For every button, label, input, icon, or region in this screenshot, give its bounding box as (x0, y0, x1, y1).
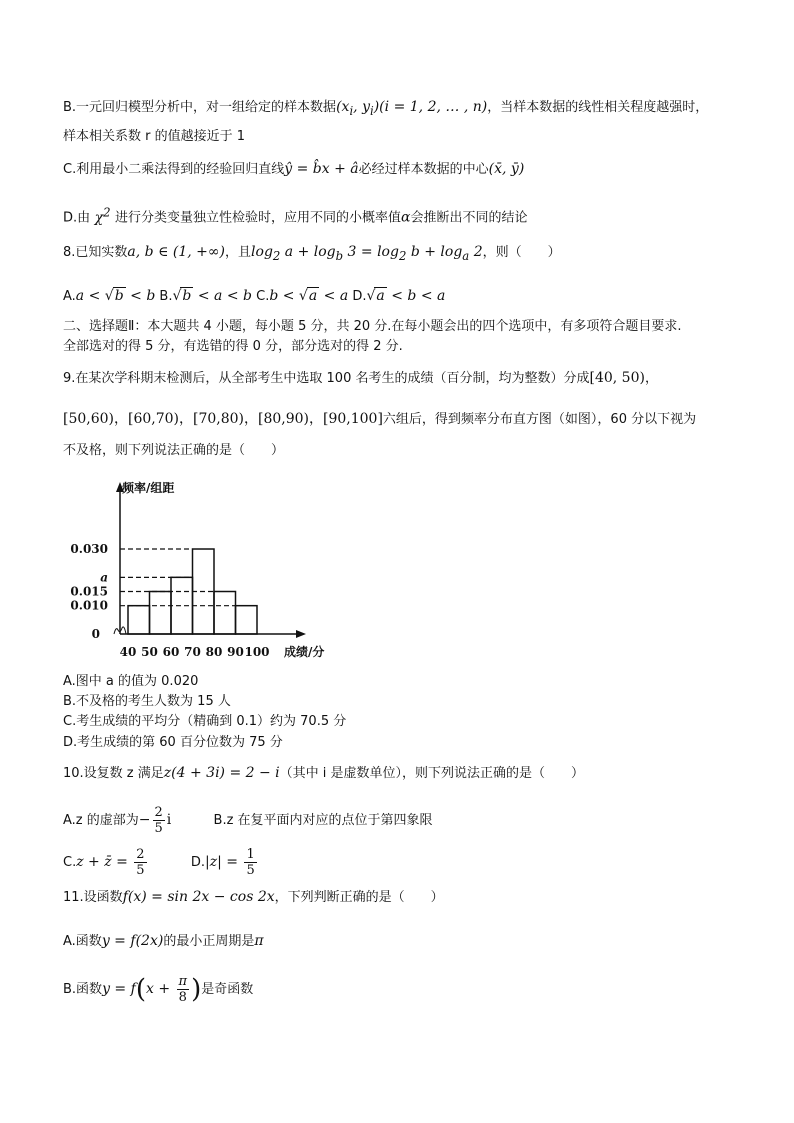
chi-square-symbol: $\chi^2$ (90, 205, 111, 226)
q10-option-a: A.z 的虚部为 (63, 813, 139, 828)
histogram-axes (114, 482, 306, 638)
q10-text-2: （其中 i 是虚数单位），则下列说法正确的是（ ） (279, 766, 585, 781)
x-tick-label: 60 (162, 645, 180, 659)
q9-intervals: [50,60)，[60,70)，[70,80)，[80,90)，[90,100] (63, 411, 383, 427)
x-tick-label: 70 (184, 645, 201, 659)
q8-text: 8.已知实数 (63, 245, 128, 260)
x-tick-label: 40 (119, 645, 137, 659)
x-tick-label: 90 (227, 645, 244, 659)
q9-interval-1: [40, 50) (589, 370, 645, 386)
y-axis-title: 频率/组距 (122, 481, 175, 495)
q7-option-c-text: C.利用最小二乘法得到的经验回归直线 (63, 162, 285, 177)
q9-option-a: A.图中 a 的值为 0.020 (63, 674, 199, 689)
q10-equation: z(4 + 3i) = 2 − i (163, 765, 280, 781)
q9-text-3: 不及格，则下列说法正确的是（ ） (63, 443, 285, 458)
q11-text-2: ，下列判断正确的是（ ） (274, 890, 444, 905)
q9-text-2: 六组后，得到频率分布直方图（如图），60 分以下视为 (382, 412, 697, 427)
q7-option-d-text-3: 会推断出不同的结论 (410, 210, 528, 226)
x-axis-arrow (296, 630, 306, 638)
histogram-bar (236, 606, 258, 634)
q7-option-b (63, 98, 708, 120)
q7-option-d (63, 203, 527, 228)
q11-option-a: A.函数y = f(2x)的最小正周期是π (63, 933, 264, 949)
fraction-2-5-c: $\frac{2}{5}$ (136, 847, 145, 878)
x-tick-label: 80 (205, 645, 223, 659)
q7-option-b-text: B.一元回归模型分析中，对一组给定的样本数据 (63, 100, 337, 115)
q8-text-3: ，则（ ） (482, 245, 561, 260)
q11-option-a-text: A.函数 (63, 934, 102, 949)
question-8 (63, 243, 561, 265)
histogram-bar (150, 592, 172, 634)
q7-center-formula: (x̄, ȳ) (488, 161, 525, 177)
q10-option-c: C. (63, 855, 77, 870)
q7-option-c (63, 160, 524, 179)
q7-option-d-text-2: 进行分类变量独立性检验时，应用不同的小概率值 (114, 210, 401, 226)
q10-text: 10.设复数 z 满足 (63, 766, 164, 781)
fraction-pi-8: $\frac{\pi}{8}$ (178, 974, 188, 1005)
q7-option-b-text-2: ，当样本数据的线性相关程度越强时， (487, 100, 709, 115)
question-9: 9.在某次学科期末检测后，从全部考生中选取 100 名考生的成绩（百分制，均为整数）分成[40, 50)， (63, 370, 658, 386)
q8-text-2: ，且 (225, 245, 252, 260)
q10-option-d: D. (190, 855, 205, 870)
histogram-bar (171, 577, 193, 634)
q11-option-b: B.函数y = f(x + $\frac{\pi}{8}$ )是奇函数 (63, 974, 254, 1005)
q9-option-c: C.考生成绩的平均分（精确到 0.1）约为 70.5 分 (63, 714, 347, 729)
q11-function: f(x) = sin 2x − cos 2x (122, 889, 275, 905)
q10-options-ab: A.z 的虚部为− $\frac{2}{5}$ i B.z 在复平面内对应的点位于第四象限 (63, 805, 433, 836)
q7-regression-formula: ŷ = b̂x + â (284, 161, 359, 177)
x-tick-label: 50 (141, 645, 158, 659)
y-tick-label: 0 (91, 627, 100, 641)
question-9-line2 (63, 410, 696, 429)
q8-log-equation: $\log_2 a + \log_b 3 = \log_2 b + \log_a 2$ (251, 244, 483, 263)
frequency-histogram (70, 476, 338, 666)
q10-options-cd: C.z + z̄ = $\frac{2}{5}$ D.|z| = $\frac{1}{5}$ (63, 847, 255, 878)
section-2-scoring: 全部选对的得 5 分，有选错的得 0 分，部分选对的得 2 分. (63, 339, 403, 354)
q7-sample-data-formula: ($x_i$, $y_i)(i = 1$, 2, … , n) (336, 99, 488, 118)
histogram-bar (128, 606, 150, 634)
x-tick-label: 100 (244, 645, 270, 659)
fraction-2-5: $\frac{2}{5}$ (154, 805, 163, 836)
y-tick-label: 0.015 (70, 584, 108, 599)
q11-text: 11.设函数 (63, 890, 123, 905)
alpha-symbol: α (400, 209, 411, 226)
q10-option-b: B.z 在复平面内对应的点位于第四象限 (213, 813, 433, 828)
section-2-heading: 二、选择题Ⅱ：本大题共 4 小题，每小题 5 分，共 20 分.在每小题会出的四个选项中，有多项符合题目要求. (63, 319, 682, 334)
q7-option-d-text: D.由 (63, 210, 91, 226)
q9-text: 9.在某次学科期末检测后，从全部考生中选取 100 名考生的成绩（百分制，均为整数）分成 (63, 371, 590, 386)
q11-option-b-text-2: 是奇函数 (201, 982, 254, 997)
y-tick-label: 0.030 (70, 542, 108, 557)
y-tick-label: a (100, 570, 108, 585)
question-11 (63, 888, 444, 907)
q11-option-a-text-2: 的最小正周期是 (163, 934, 255, 949)
fraction-1-5: $\frac{1}{5}$ (246, 847, 255, 878)
q8-domain-formula: a, b ∈ (1, +∞) (127, 244, 226, 260)
q7-option-b-line2: 样本相关系数 r 的值越接近于 1 (63, 129, 246, 144)
q9-option-d: D.考生成绩的第 60 百分位数为 75 分 (63, 735, 283, 750)
x-axis-title: 成绩/分 (284, 645, 325, 659)
q9-option-b: B.不及格的考生人数为 15 人 (63, 694, 231, 709)
question-10 (63, 764, 584, 783)
y-tick-label: 0.010 (70, 598, 108, 613)
q7-option-c-text-2: 必经过样本数据的中心 (358, 162, 489, 177)
q8-options: A.a < √b < b B.√b < a < b C.b < √a < a D.√a < b < a (63, 288, 446, 304)
histogram-bar (214, 592, 236, 634)
histogram-labels (70, 480, 324, 659)
q11-option-b-text: B.函数 (63, 982, 103, 997)
